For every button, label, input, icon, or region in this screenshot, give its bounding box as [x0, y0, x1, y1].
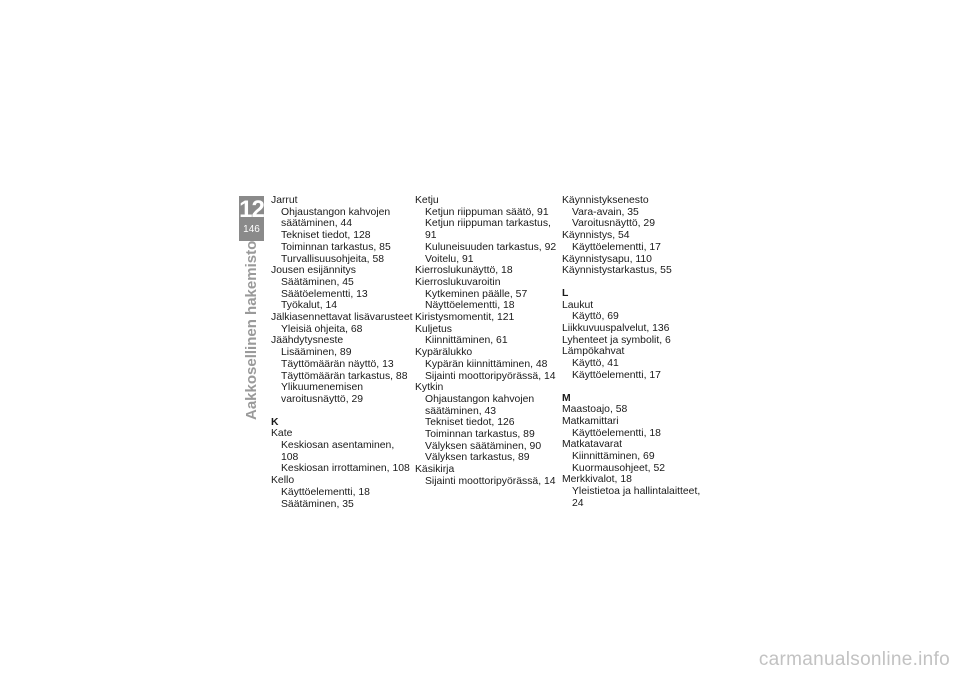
index-subentry: Toiminnan tarkastus, 85 — [281, 241, 391, 253]
index-subentry: Säätäminen, 45 — [281, 276, 354, 288]
index-term: Käynnistyksenesto — [562, 195, 649, 206]
index-entry — [562, 346, 707, 381]
index-letter-heading: M — [562, 392, 571, 404]
index-entry — [562, 474, 707, 509]
section-title-vertical — [239, 240, 263, 420]
index-subentry: Ohjaustangon kahvojen säätäminen, 44 — [281, 206, 391, 230]
index-entry — [415, 265, 557, 277]
index-term: Kierroslukuvaroitin — [415, 276, 501, 288]
index-entry — [562, 300, 707, 323]
index-term: Käynnistys, 54 — [562, 230, 630, 242]
index-subentry: Voitelu, 91 — [425, 253, 474, 265]
index-subentry: Sijainti moottoripyörässä, 14 — [425, 475, 556, 487]
index-subentry: Kiinnittäminen, 69 — [572, 451, 655, 463]
index-term: Jälkiasennettavat lisävarusteet — [271, 312, 413, 324]
index-entry — [562, 439, 707, 474]
index-entry — [562, 265, 707, 277]
index-term: Kierroslukunäyttö, 18 — [415, 265, 513, 277]
index-subentry: Käyttö, 41 — [572, 358, 619, 370]
index-term: Kytkin — [415, 382, 444, 394]
index-entry — [415, 347, 557, 382]
index-term: Kate — [271, 428, 293, 440]
index-entry — [562, 230, 707, 253]
index-column-3 — [562, 195, 707, 510]
index-term: Merkkivalot, 18 — [562, 474, 632, 486]
index-entry — [415, 277, 557, 312]
index-term: Maastoajo, 58 — [562, 404, 628, 416]
index-subentry: Kytkeminen päälle, 57 — [425, 288, 528, 300]
index-subentry: Varoitusnäyttö, 29 — [572, 218, 655, 230]
index-subentry: Käyttöelementti, 17 — [572, 241, 661, 253]
index-subentry: Ylikuumenemisen varoitusnäyttö, 29 — [281, 382, 364, 405]
footer-watermark: carmanualsonline.info — [758, 649, 950, 670]
index-entry — [271, 265, 411, 312]
index-term: Jousen esijännitys — [271, 265, 356, 277]
index-subentry: Säätäminen, 35 — [281, 498, 354, 510]
index-subentry: Tekniset tiedot, 126 — [425, 417, 515, 429]
index-term: Laukut — [562, 299, 594, 311]
index-entry — [562, 254, 707, 266]
index-subentry: Käyttöelementti, 17 — [572, 369, 661, 381]
index-term: Jäähdytysneste — [271, 335, 344, 347]
index-subentry: Kuormausohjeet, 52 — [572, 462, 665, 474]
index-term: Ketju — [415, 195, 439, 206]
index-subentry: Yleistietoa ja hallintalaitteet, 24 — [572, 486, 701, 509]
index-term: Matkatavarat — [562, 439, 623, 451]
index-term: Kiristysmomentit, 121 — [415, 312, 515, 324]
index-subentry: Yleisiä ohjeita, 68 — [281, 323, 363, 335]
index-subentry: Tekniset tiedot, 128 — [281, 230, 371, 242]
index-entry — [415, 382, 557, 464]
index-subentry: Ketjun riippuman säätö, 91 — [425, 206, 549, 218]
index-entry — [271, 475, 411, 510]
index-entry — [271, 312, 411, 335]
index-column-2 — [415, 195, 557, 488]
index-subentry: Täyttömäärän tarkastus, 88 — [281, 370, 408, 382]
index-term: Lyhenteet ja symbolit, 6 — [562, 334, 671, 346]
index-subentry: Ohjaustangon kahvojen säätäminen, 43 — [425, 393, 535, 417]
index-term: Käsikirja — [415, 464, 455, 476]
index-entry — [271, 428, 411, 475]
index-entry — [562, 195, 707, 230]
index-entry — [562, 335, 707, 347]
index-subentry: Ketjun riippuman tarkastus, 91 — [425, 218, 551, 242]
index-subentry: Keskiosan irrottaminen, 108 — [281, 463, 410, 475]
index-term: Matkamittari — [562, 415, 619, 427]
index-entry — [562, 323, 707, 335]
index-term: Lämpökahvat — [562, 346, 625, 358]
section-title-text: Aakkosellinen hakemisto — [242, 240, 260, 420]
index-entry — [562, 416, 707, 439]
index-subentry: Toiminnan tarkastus, 89 — [425, 429, 535, 441]
index-subentry: Työkalut, 14 — [281, 300, 338, 312]
index-subentry: Lisääminen, 89 — [281, 347, 352, 359]
index-term: Jarrut — [271, 195, 298, 206]
index-term: Kypärälukko — [415, 347, 473, 359]
index-subentry: Käyttöelementti, 18 — [572, 427, 661, 439]
index-subentry: Kypärän kiinnittäminen, 48 — [425, 358, 548, 370]
chapter-tab — [239, 196, 264, 241]
index-subentry: Vara-avain, 35 — [572, 206, 639, 218]
index-subentry: Sijainti moottoripyörässä, 14 — [425, 370, 556, 382]
index-subentry: Kiinnittäminen, 61 — [425, 335, 508, 347]
index-entry — [271, 195, 411, 265]
index-subentry: Välyksen tarkastus, 89 — [425, 452, 530, 464]
index-subentry: Käyttö, 69 — [572, 311, 619, 323]
index-entry — [415, 312, 557, 324]
index-subentry: Säätöelementti, 13 — [281, 288, 368, 300]
page-number: 146 — [243, 224, 260, 235]
index-subentry: Keskiosan asentaminen, 108 — [281, 440, 395, 463]
index-subentry: Näyttöelementti, 18 — [425, 300, 515, 312]
index-column-1 — [271, 195, 411, 510]
chapter-number: 12 — [239, 196, 264, 223]
index-entry — [562, 404, 707, 416]
index-subentry: Kuluneisuuden tarkastus, 92 — [425, 241, 557, 253]
index-term: Käynnistystarkastus, 55 — [562, 265, 672, 277]
index-entry — [271, 335, 411, 405]
index-letter-heading: K — [271, 416, 279, 428]
index-term: Kuljetus — [415, 323, 452, 335]
index-term: Käynnistysapu, 110 — [562, 253, 652, 265]
index-subentry: Välyksen säätäminen, 90 — [425, 440, 542, 452]
index-entry — [415, 324, 557, 347]
index-letter-heading: L — [562, 287, 569, 299]
index-subentry: Turvallisuusohjeita, 58 — [281, 253, 384, 265]
index-term: Kello — [271, 475, 295, 487]
index-entry — [415, 464, 557, 487]
index-subentry: Käyttöelementti, 18 — [281, 486, 370, 498]
index-term: Liikkuvuuspalvelut, 136 — [562, 323, 670, 335]
index-subentry: Täyttömäärän näyttö, 13 — [281, 358, 394, 370]
index-entry — [415, 195, 557, 265]
